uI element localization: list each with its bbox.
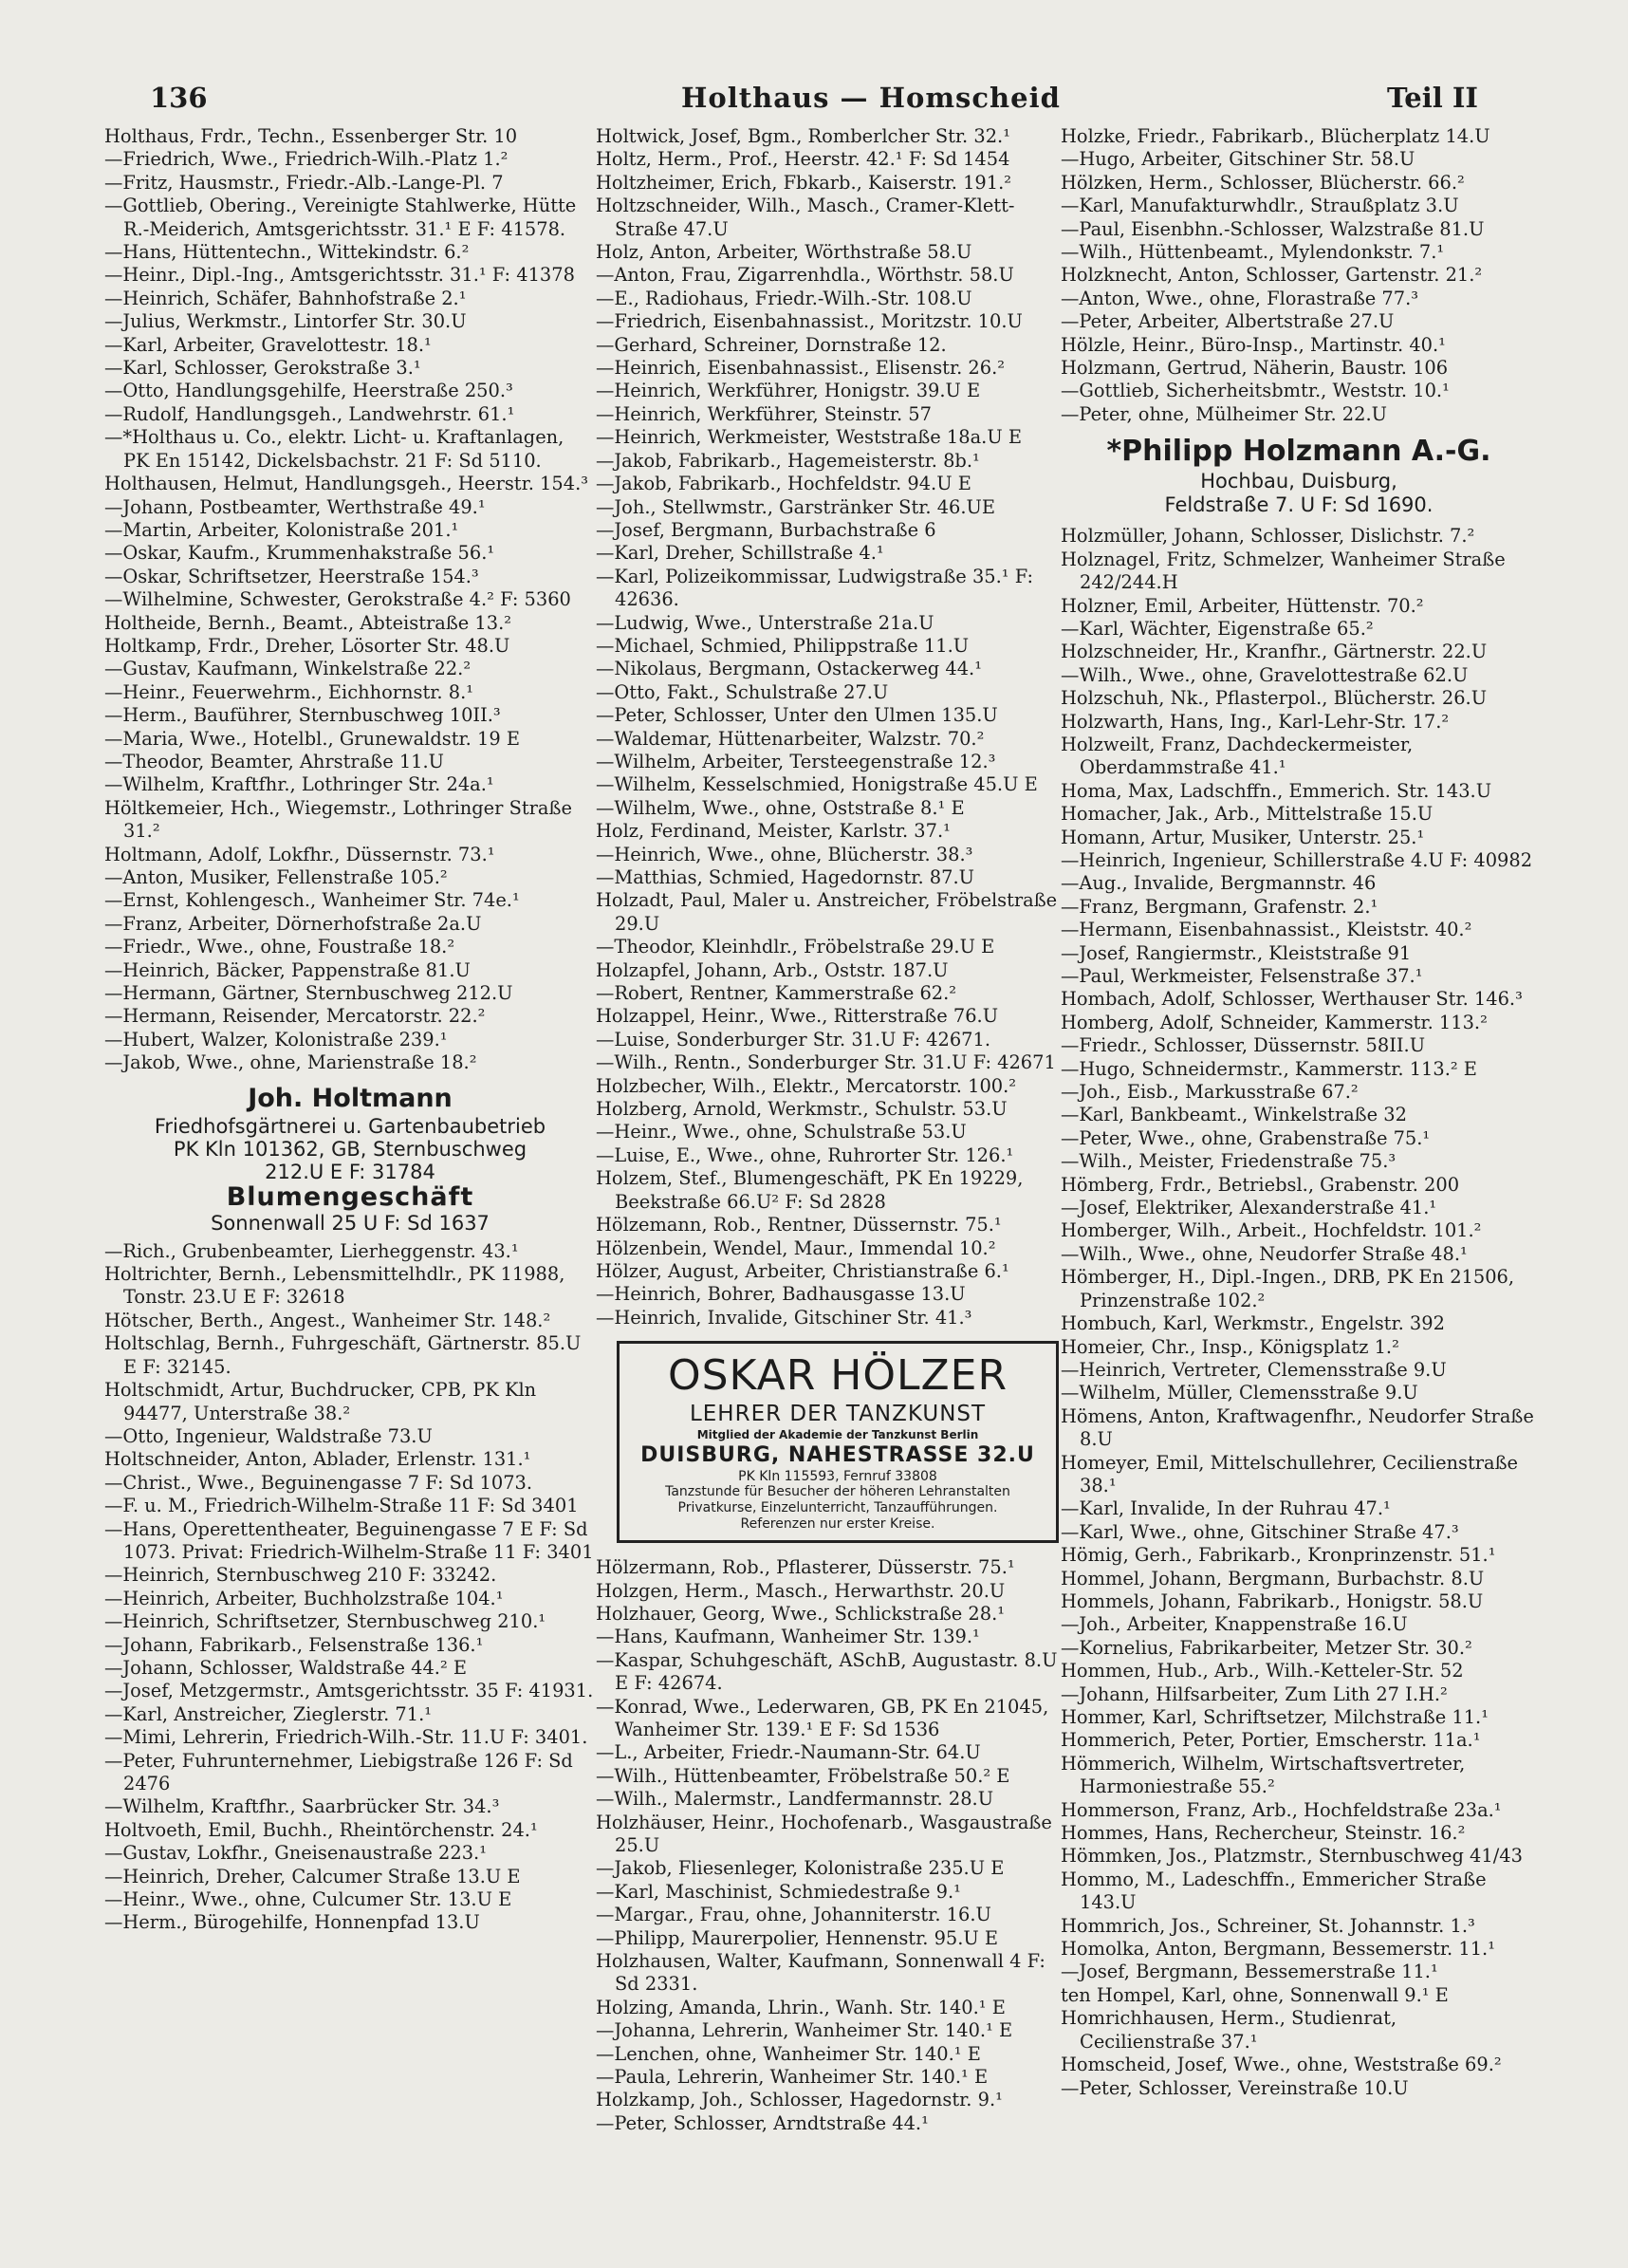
directory-entry: Holtvoeth, Emil, Buchh., Rheintörchenstr. 24.¹ [104, 1818, 538, 1841]
directory-entry: Homeyer, Emil, Mittelschullehrer, Cecilienstraße 38.¹ [1061, 1451, 1519, 1497]
directory-entry: Hömig, Gerh., Fabrikarb., Kronprinzenstr. 51.¹ [1061, 1544, 1496, 1567]
page-number: 136 [150, 82, 208, 114]
ad-holzmann-line2: Feldstraße 7. U F: Sd 1690. [1164, 493, 1434, 517]
directory-entry: —Karl, Anstreicher, Zieglerstr. 71.¹ [104, 1702, 433, 1725]
directory-entry: —Peter, Schlosser, Unter den Ulmen 135.U [596, 704, 998, 727]
directory-entry: —Peter, Arbeiter, Albertstraße 27.U [1061, 310, 1395, 333]
directory-entry: —Heinr., Dipl.-Ing., Amtsgerichtsstr. 31.¹ F: 41378 [104, 264, 575, 287]
directory-entry: —Friedr., Schlosser, Düssernstr. 58II.U [1061, 1034, 1426, 1057]
directory-entry: —Josef, Metzgermstr., Amtsgerichtsstr. 35 F: 41931. [104, 1680, 594, 1702]
directory-entry: —Friedrich, Wwe., Friedrich-Wilh.-Platz 1.² [104, 148, 509, 171]
directory-entry: —Joh., Arbeiter, Knappenstraße 16.U [1061, 1613, 1408, 1636]
directory-entry: —Jakob, Fliesenleger, Kolonistraße 235.U E [596, 1857, 1005, 1880]
directory-entry: —Karl, Bankbeamt., Winkelstraße 32 [1061, 1104, 1407, 1126]
directory-entry: —Aug., Invalide, Bergmannstr. 46 [1061, 872, 1377, 895]
ad-joh-holtmann [104, 1083, 596, 1235]
directory-entry: Holtzheimer, Erich, Fbkarb., Kaiserstr. 191.² [596, 171, 1012, 194]
ad-hoelzer-name: OSKAR HÖLZER [667, 1351, 1008, 1401]
directory-entry: —Wilhelm, Kraftfhr., Saarbrücker Str. 34.³ [104, 1795, 500, 1818]
directory-entry: —Heinr., Feuerwehrm., Eichhornstr. 8.¹ [104, 680, 474, 703]
directory-entry: —Luise, E., Wwe., ohne, Ruhrorter Str. 126.¹ [596, 1143, 1014, 1166]
column-2-entries-a [596, 125, 1070, 1329]
directory-entry: Hombuch, Karl, Werkmstr., Engelstr. 392 [1061, 1312, 1445, 1335]
directory-entry: —Heinrich, Eisenbahnassist., Elisenstr. 26.² [596, 357, 1006, 380]
directory-entry: Holzschneider, Hr., Kranfhr., Gärtnerstr. 22.U [1061, 641, 1488, 663]
directory-entry: —Peter, Wwe., ohne, Grabenstraße 75.¹ [1061, 1126, 1431, 1149]
ad-holtmann-name: Joh. Holtmann [248, 1083, 453, 1113]
ad-hoelzer-line7: Referenzen nur erster Kreise. [740, 1516, 935, 1533]
directory-entry: Homann, Artur, Musiker, Unterstr. 25.¹ [1061, 826, 1425, 848]
directory-entry: —Kaspar, Schuhgeschäft, ASchB, Augustastr. 8.U E F: 42674. [596, 1648, 1058, 1695]
directory-entry: —Heinrich, Schäfer, Bahnhofstraße 2.¹ [104, 287, 467, 309]
column-1-entries-b [104, 1240, 596, 1935]
directory-entry: —L., Arbeiter, Friedr.-Naumann-Str. 64.U [596, 1741, 981, 1764]
directory-entry: —Karl, Wächter, Eigenstraße 65.² [1061, 617, 1374, 640]
directory-entry: Holzschuh, Nk., Pflasterpol., Blücherstr. 26.U [1061, 687, 1488, 710]
directory-entry: Holzberg, Arnold, Werkmstr., Schulstr. 53.U [596, 1098, 1008, 1121]
directory-entry: —Oskar, Kaufm., Krummenhakstraße 56.¹ [104, 542, 495, 565]
directory-entry: Holzgen, Herm., Masch., Herwarthstr. 20.U [596, 1579, 1006, 1602]
directory-entry: —Heinrich, Sternbuschweg 210 F: 33242. [104, 1564, 497, 1587]
directory-entry: —Wilh., Malermstr., Landfermannstr. 28.U [596, 1788, 994, 1811]
directory-entry: —Otto, Fakt., Schulstraße 27.U [596, 680, 889, 703]
directory-entry: Homa, Max, Ladschffn., Emmerich. Str. 143.U [1061, 779, 1492, 802]
directory-entry: —Paul, Eisenbhn.-Schlosser, Walzstraße 81.U [1061, 217, 1485, 240]
directory-entry: Homberger, Wilh., Arbeit., Hochfeldstr. 101.² [1061, 1219, 1482, 1242]
directory-entry: —Jakob, Fabrikarb., Hochfeldstr. 94.U E [596, 473, 971, 495]
directory-entry: Hommerson, Franz, Arb., Hochfeldstraße 23a.¹ [1061, 1798, 1502, 1821]
directory-entry: —Michael, Schmied, Philippstraße 11.U [596, 634, 970, 657]
directory-entry: —Johann, Fabrikarb., Felsenstraße 136.¹ [104, 1633, 484, 1656]
directory-entry: Holzem, Stef., Blumengeschäft, PK En 19229, Beekstraße 66.U² F: Sd 2828 [596, 1167, 1024, 1213]
ad-holzmann-name: *Philipp Holzmann A.-G. [1106, 435, 1491, 469]
directory-entry: Hölzken, Herm., Schlosser, Blücherstr. 66.² [1061, 171, 1465, 194]
directory-entry: —Julius, Werkmstr., Lintorfer Str. 30.U [104, 310, 467, 333]
directory-entry: —Wilhelm, Kraftfhr., Lothringer Str. 24a.¹ [104, 773, 494, 796]
directory-entry: —Heinrich, Arbeiter, Buchholzstraße 104.¹ [104, 1587, 504, 1609]
directory-entry: Hötscher, Berth., Angest., Wanheimer Str. 148.² [104, 1309, 551, 1331]
directory-entry: —Konrad, Wwe., Lederwaren, GB, PK En 21045, Wanheimer Str. 139.¹ E F: Sd 1536 [596, 1695, 1049, 1740]
directory-entry: Holzhäuser, Heinr., Hochofenarb., Wasgaustraße 25.U [596, 1811, 1052, 1856]
directory-entry: Holzappel, Heinr., Wwe., Ritterstraße 76.U [596, 1005, 999, 1028]
directory-entry: —Wilhelmine, Schwester, Gerokstraße 4.² F: 5360 [104, 588, 571, 611]
directory-entry: —Matthias, Schmied, Hagedornstr. 87.U [596, 866, 974, 888]
directory-entry: —Karl, Schlosser, Gerokstraße 3.¹ [104, 357, 421, 380]
column-1-entries-a [104, 125, 596, 1075]
directory-entry: Holzknecht, Anton, Schlosser, Gartenstr. 21.² [1061, 264, 1483, 287]
directory-entry: Holzhausen, Walter, Kaufmann, Sonnenwall 4 F: Sd 2331. [596, 1950, 1045, 1996]
directory-entry: —Peter, Schlosser, Vereinstraße 10.U [1061, 2076, 1409, 2099]
directory-entry: —Heinrich, Vertreter, Clemensstraße 9.U [1061, 1358, 1447, 1381]
directory-entry: Holtrichter, Bernh., Lebensmittelhdlr., PK 11988, Tonstr. 23.U E F: 32618 [104, 1263, 565, 1309]
directory-entry: Hömmerich, Wilhelm, Wirtschaftsvertreter, Harmoniestraße 55.² [1061, 1752, 1466, 1798]
directory-entry: Hommrich, Jos., Schreiner, St. Johannstr. 1.³ [1061, 1914, 1475, 1937]
directory-entry: —Heinrich, Werkführer, Steinstr. 57 [596, 402, 932, 425]
directory-entry: —Gerhard, Schreiner, Dornstraße 12. [596, 333, 947, 356]
directory-entry: —Otto, Ingenieur, Waldstraße 73.U [104, 1424, 433, 1447]
directory-entry: —Hermann, Reisender, Mercatorstr. 22.² [104, 1005, 486, 1028]
directory-entry: Holzmüller, Johann, Schlosser, Dislichstr. 7.² [1061, 525, 1475, 548]
directory-entry: —Heinrich, Bohrer, Badhausgasse 13.U [596, 1283, 966, 1306]
directory-entry: Holzweilt, Franz, Dachdeckermeister, Oberdammstraße 41.¹ [1061, 733, 1414, 779]
directory-entry: —Karl, Polizeikommissar, Ludwigstraße 35.¹ F: 42636. [596, 565, 1034, 611]
directory-entry: Holzkamp, Joh., Schlosser, Hagedornstr. 9.¹ [596, 2089, 1003, 2111]
directory-entry: —Gustav, Lokfhr., Gneisenaustraße 223.¹ [104, 1842, 487, 1865]
directory-entry: —Johann, Hilfsarbeiter, Zum Lith 27 I.H.² [1061, 1682, 1448, 1705]
part-label: Teil II [1387, 82, 1478, 114]
directory-entry: Hommo, M., Ladeschffn., Emmericher Straße 143.U [1061, 1868, 1487, 1914]
directory-entry: —Josef, Rangiermstr., Kleiststraße 91 [1061, 941, 1412, 964]
directory-entry: Homrichhausen, Herm., Studienrat, Cecilienstraße 37.¹ [1061, 2007, 1397, 2053]
directory-entry: —Franz, Bergmann, Grafenstr. 2.¹ [1061, 895, 1378, 918]
column-3-entries-b [1061, 525, 1537, 2100]
directory-entry: —Peter, Schlosser, Arndtstraße 44.¹ [596, 2111, 929, 2134]
directory-entry: Holzmann, Gertrud, Näherin, Baustr. 106 [1061, 357, 1449, 380]
directory-entry: Holzner, Emil, Arbeiter, Hüttenstr. 70.² [1061, 594, 1424, 617]
directory-entry: —Herm., Bürogehilfe, Honnenpfad 13.U [104, 1911, 480, 1934]
directory-entry: —Hans, Operettentheater, Beguinengasse 7 E F: Sd 1073. Privat: Friedrich-Wilhelm-Straße 11 F: 3401 [104, 1517, 594, 1563]
directory-entry: —Oskar, Schriftsetzer, Heerstraße 154.³ [104, 565, 479, 587]
directory-entry: Holznagel, Fritz, Schmelzer, Wanheimer Straße 242/244.H [1061, 548, 1506, 594]
ad-holtmann-line1: Friedhofsgärtnerei u. Gartenbaubetrieb [154, 1114, 546, 1138]
directory-entry: —Hans, Kaufmann, Wanheimer Str. 139.¹ [596, 1626, 980, 1648]
directory-entry: —Karl, Arbeiter, Gravelottestr. 18.¹ [104, 333, 432, 356]
directory-entry: —Joh., Eisb., Markusstraße 67.² [1061, 1081, 1359, 1104]
directory-entry: —Heinrich, Werkführer, Honigstr. 39.U E [596, 380, 981, 402]
column-3-entries-a [1061, 125, 1537, 426]
directory-entry: Homeier, Chr., Insp., Königsplatz 1.² [1061, 1335, 1399, 1358]
directory-entry: —Karl, Dreher, Schillstraße 4.¹ [596, 542, 884, 565]
directory-entry: —Ernst, Kohlengesch., Wanheimer Str. 74e.¹ [104, 889, 520, 912]
ad-hoelzer-line4: PK Kln 115593, Fernruf 33808 [738, 1469, 937, 1485]
directory-entry: —Wilh., Hüttenbeamt., Mylendonkstr. 7.¹ [1061, 241, 1445, 264]
directory-entry: —Peter, Fuhrunternehmer, Liebigstraße 126 F: Sd 2476 [104, 1749, 573, 1794]
directory-entry: —Gottlieb, Obering., Vereinigte Stahlwerke, Hütte R.-Meiderich, Amtsgerichtsstr. 31.¹ E F: 41578. [104, 195, 577, 240]
column-2 [596, 125, 1070, 2135]
directory-entry: Holzadt, Paul, Maler u. Anstreicher, Fröbelstraße 29.U [596, 889, 1058, 935]
directory-entry: —Hermann, Eisenbahnassist., Kleiststr. 40.² [1061, 919, 1472, 941]
directory-entry: —Paul, Werkmeister, Felsenstraße 37.¹ [1061, 965, 1423, 987]
directory-entry: —Jakob, Fabrikarb., Hagemeisterstr. 8b.¹ [596, 449, 980, 472]
directory-entry: —Franz, Arbeiter, Dörnerhofstraße 2a.U [104, 912, 482, 935]
directory-entry: —Mimi, Lehrerin, Friedrich-Wilh.-Str. 11.U F: 3401. [104, 1726, 588, 1749]
directory-entry: —Josef, Elektriker, Alexanderstraße 41.¹ [1061, 1197, 1437, 1219]
directory-entry: —Anton, Frau, Zigarrenhdla., Wörthstr. 58.U [596, 264, 1014, 287]
directory-entry: Hömberger, H., Dipl.-Ingen., DRB, PK En 21506, Prinzenstraße 102.² [1061, 1266, 1515, 1311]
directory-entry: —Anton, Musiker, Fellenstraße 105.² [104, 866, 448, 888]
directory-entry: —Wilh., Hüttenbeamter, Fröbelstraße 50.² E [596, 1764, 1010, 1787]
directory-entry: Hölzermann, Rob., Pflasterer, Düsserstr. 75.¹ [596, 1556, 1015, 1579]
directory-entry: Holzhauer, Georg, Wwe., Schlickstraße 28.¹ [596, 1602, 1006, 1625]
directory-entry: Holtschneider, Anton, Ablader, Erlenstr. 131.¹ [104, 1448, 531, 1471]
directory-entry: —Gustav, Kaufmann, Winkelstraße 22.² [104, 658, 472, 680]
directory-entry: —Josef, Bergmann, Burbachstraße 6 [596, 518, 936, 541]
directory-entry: —*Holthaus u. Co., elektr. Licht- u. Kraftanlagen, PK En 15142, Dickelsbachstr. 21 F: Sd 5110. [104, 426, 564, 472]
directory-entry: Hommes, Hans, Rechercheur, Steinstr. 16.² [1061, 1822, 1466, 1845]
ad-oskar-hoelzer [617, 1341, 1059, 1543]
directory-entry: —Maria, Wwe., Hotelbl., Grunewaldstr. 19 E [104, 727, 521, 750]
directory-entry: Holtwick, Josef, Bgm., Romberlcher Str. 32.¹ [596, 125, 1010, 147]
directory-entry: —Karl, Wwe., ohne, Gitschiner Straße 47.³ [1061, 1520, 1459, 1543]
directory-entry: Holz, Ferdinand, Meister, Karlstr. 37.¹ [596, 820, 951, 843]
directory-entry: —Jakob, Wwe., ohne, Marienstraße 18.² [104, 1051, 477, 1074]
directory-entry: —Heinrich, Invalide, Gitschiner Str. 41.³ [596, 1306, 972, 1329]
directory-entry: Holthausen, Helmut, Handlungsgeh., Heerstr. 154.³ [104, 473, 589, 495]
directory-entry: ten Hompel, Karl, ohne, Sonnenwall 9.¹ E [1061, 1983, 1449, 2006]
directory-entry: —Heinrich, Bäcker, Pappenstraße 81.U [104, 958, 471, 981]
directory-entry: —Philipp, Maurerpolier, Hennenstr. 95.U E [596, 1926, 999, 1949]
directory-entry: Homscheid, Josef, Wwe., ohne, Weststraße 69.² [1061, 2054, 1502, 2076]
ad-hoelzer-line1: LEHRER DER TANZKUNST [689, 1402, 987, 1427]
directory-entry: —Johann, Postbeamter, Werthstraße 49.¹ [104, 495, 486, 518]
directory-entry: —Heinrich, Schriftsetzer, Sternbuschweg 210.¹ [104, 1610, 546, 1633]
directory-entry: —Robert, Rentner, Kammerstraße 62.² [596, 982, 957, 1005]
directory-entry: Hömens, Anton, Kraftwagenfhr., Neudorfer Straße 8.U [1061, 1404, 1534, 1451]
ad-hoelzer-line3: DUISBURG, NAHESTRASSE 32.U [640, 1443, 1035, 1468]
directory-entry: Holtkamp, Frdr., Dreher, Lösorter Str. 48.U [104, 634, 510, 657]
directory-entry: —Wilhelm, Müller, Clemensstraße 9.U [1061, 1382, 1418, 1404]
column-3 [1061, 125, 1537, 2100]
directory-entry: Holtschlag, Bernh., Fuhrgeschäft, Gärtnerstr. 85.U E F: 32145. [104, 1332, 582, 1378]
directory-entry: —E., Radiohaus, Friedr.-Wilh.-Str. 108.U [596, 287, 972, 309]
directory-entry: —Wilh., Rentn., Sonderburger Str. 31.U F: 42671 [596, 1051, 1056, 1074]
directory-entry: —Hubert, Walzer, Kolonistraße 239.¹ [104, 1028, 448, 1050]
directory-entry: —Fritz, Hausmstr., Friedr.-Alb.-Lange-Pl. 7 [104, 171, 504, 194]
ad-philipp-holzmann [1061, 434, 1537, 517]
directory-entry: —Theodor, Kleinhdlr., Fröbelstraße 29.U E [596, 936, 995, 958]
directory-entry: Holz, Anton, Arbeiter, Wörthstraße 58.U [596, 241, 972, 264]
directory-entry: —Hugo, Arbeiter, Gitschiner Str. 58.U [1061, 148, 1415, 171]
directory-entry: —Rudolf, Handlungsgeh., Landwehrstr. 61.¹ [104, 402, 515, 425]
directory-entry: —Nikolaus, Bergmann, Ostackerweg 44.¹ [596, 658, 982, 680]
directory-entry: Holtmann, Adolf, Lokfhr., Düssernstr. 73.¹ [104, 843, 495, 865]
ad-hoelzer-line6: Privatkurse, Einzelunterricht, Tanzaufführungen. [677, 1500, 998, 1516]
page-header [150, 82, 1478, 120]
directory-entry: —Heinrich, Werkmeister, Weststraße 18a.U E [596, 426, 1022, 449]
directory-entry: Höltkemeier, Hch., Wiegemstr., Lothringer Straße 31.² [104, 796, 572, 843]
directory-entry: —Friedrich, Eisenbahnassist., Moritzstr. 10.U [596, 310, 1023, 333]
ad-holtmann-line5: Sonnenwall 25 U F: Sd 1637 [211, 1211, 490, 1235]
directory-entry: —Heinr., Wwe., ohne, Culcumer Str. 13.U E [104, 1888, 512, 1911]
directory-entry: —Wilh., Meister, Friedenstraße 75.³ [1061, 1150, 1397, 1173]
directory-entry: Holtheide, Bernh., Beamt., Abteistraße 13.² [104, 611, 512, 634]
directory-entry: Holzke, Friedr., Fabrikarb., Blücherplatz 14.U [1061, 125, 1490, 147]
directory-entry: Hömberg, Frdr., Betriebsl., Grabenstr. 200 [1061, 1173, 1460, 1196]
directory-entry: Hombach, Adolf, Schlosser, Werthauser Str. 146.³ [1061, 988, 1523, 1011]
directory-entry: —Lenchen, ohne, Wanheimer Str. 140.¹ E [596, 2042, 981, 2065]
directory-entry: Hölzenbein, Wendel, Maur., Immendal 10.² [596, 1236, 996, 1259]
directory-entry: Homolka, Anton, Bergmann, Bessemerstr. 11.¹ [1061, 1938, 1495, 1961]
directory-entry: —Herm., Bauführer, Sternbuschweg 10II.³ [104, 704, 501, 727]
directory-entry: —Martin, Arbeiter, Kolonistraße 201.¹ [104, 518, 459, 541]
column-2-entries-b [596, 1556, 1070, 2135]
directory-entry: —Heinrich, Dreher, Calcumer Straße 13.U E [104, 1865, 521, 1887]
directory-entry: —Paula, Lehrerin, Wanheimer Str. 140.¹ E [596, 2066, 989, 2089]
directory-entry: Hölzemann, Rob., Rentner, Düssernstr. 75.¹ [596, 1214, 1002, 1236]
directory-entry: —Hans, Hüttentechn., Wittekindstr. 6.² [104, 241, 470, 264]
directory-entry: —Karl, Manufakturwhdlr., Straußplatz 3.U [1061, 195, 1459, 217]
directory-entry: Hommen, Hub., Arb., Wilh.-Ketteler-Str. 52 [1061, 1660, 1464, 1682]
directory-entry: —Waldemar, Hüttenarbeiter, Walzstr. 70.² [596, 727, 985, 750]
directory-entry: Hommels, Johann, Fabrikarb., Honigstr. 58.U [1061, 1589, 1484, 1612]
directory-entry: —Heinrich, Wwe., ohne, Blücherstr. 38.³ [596, 843, 973, 865]
directory-entry: Holzing, Amanda, Lhrin., Wanh. Str. 140.¹ E [596, 1996, 1006, 2018]
ad-hoelzer-line5: Tanzstunde für Besucher der höheren Lehranstalten [665, 1484, 1010, 1500]
directory-entry: —Luise, Sonderburger Str. 31.U F: 42671. [596, 1028, 990, 1050]
directory-entry: Hömmken, Jos., Platzmstr., Sternbuschweg 41/43 [1061, 1845, 1523, 1868]
directory-entry: —Gottlieb, Sicherheitsbmtr., Weststr. 10.¹ [1061, 380, 1450, 402]
directory-entry: —Heinrich, Ingenieur, Schillerstraße 4.U F: 40982 [1061, 848, 1533, 871]
ad-hoelzer-line2: Mitglied der Akademie der Tanzkunst Berlin [696, 1428, 979, 1442]
directory-entry: Holzapfel, Johann, Arb., Oststr. 187.U [596, 958, 949, 981]
directory-entry: —Margar., Frau, ohne, Johanniterstr. 16.U [596, 1904, 991, 1926]
directory-entry: —Theodor, Beamter, Ahrstraße 11.U [104, 750, 445, 772]
directory-entry: —Wilhelm, Kesselschmied, Honigstraße 45.U E [596, 773, 1038, 796]
page-title: Holthaus — Homscheid [681, 82, 1061, 114]
directory-entry: Homacher, Jak., Arb., Mittelstraße 15.U [1061, 803, 1434, 826]
directory-entry: Hommer, Karl, Schriftsetzer, Milchstraße 11.¹ [1061, 1706, 1489, 1728]
ad-holzmann-line1: Hochbau, Duisburg, [1200, 470, 1397, 493]
directory-entry: —Wilhelm, Arbeiter, Tersteegenstraße 12.³ [596, 750, 996, 772]
directory-entry: —Peter, ohne, Mülheimer Str. 22.U [1061, 402, 1387, 425]
column-1 [104, 125, 596, 1935]
directory-entry: Holtschmidt, Artur, Buchdrucker, CPB, PK Kln 94477, Unterstraße 38.² [104, 1379, 537, 1424]
directory-entry: —Karl, Maschinist, Schmiedestraße 9.¹ [596, 1880, 961, 1903]
directory-entry: Holzwarth, Hans, Ing., Karl-Lehr-Str. 17.² [1061, 710, 1450, 733]
directory-entry: —Ludwig, Wwe., Unterstraße 21a.U [596, 611, 934, 634]
directory-entry: Hommel, Johann, Bergmann, Burbachstr. 8.U [1061, 1567, 1485, 1589]
directory-entry: —Wilh., Wwe., ohne, Gravelottestraße 62.U [1061, 663, 1469, 686]
ad-holtmann-line2: PK Kln 101362, GB, Sternbuschweg [173, 1137, 527, 1161]
directory-entry: —Josef, Bergmann, Bessemerstraße 11.¹ [1061, 1961, 1438, 1983]
directory-entry: —Otto, Handlungsgehilfe, Heerstraße 250.³ [104, 380, 513, 402]
directory-entry: —Hugo, Schneidermstr., Kammerstr. 113.² E [1061, 1057, 1477, 1080]
directory-entry: Hölzle, Heinr., Büro-Insp., Martinstr. 40.¹ [1061, 333, 1446, 356]
directory-entry: —Christ., Wwe., Beguinengasse 7 F: Sd 1073. [104, 1471, 533, 1494]
directory-entry: Hölzer, August, Arbeiter, Christianstraße 6.¹ [596, 1259, 1009, 1282]
directory-entry: —Wilhelm, Wwe., ohne, Oststraße 8.¹ E [596, 796, 965, 819]
directory-entry: —F. u. M., Friedrich-Wilhelm-Straße 11 F: Sd 3401 [104, 1495, 579, 1517]
directory-entry: Homberg, Adolf, Schneider, Kammerstr. 113.² [1061, 1011, 1488, 1033]
directory-entry: —Johanna, Lehrerin, Wanheimer Str. 140.¹ E [596, 2019, 1013, 2042]
directory-entry: —Heinr., Wwe., ohne, Schulstraße 53.U [596, 1121, 967, 1143]
directory-entry: —Rich., Grubenbeamter, Lierheggenstr. 43.¹ [104, 1239, 519, 1262]
directory-entry: —Wilh., Wwe., ohne, Neudorfer Straße 48.¹ [1061, 1242, 1468, 1265]
ad-holtmann-line3: 212.U E F: 31784 [265, 1160, 435, 1183]
ad-holtmann-line4: Blumengeschäft [226, 1181, 474, 1212]
directory-entry: Hommerich, Peter, Portier, Emscherstr. 11a.¹ [1061, 1729, 1481, 1752]
directory-entry: —Hermann, Gärtner, Sternbuschweg 212.U [104, 982, 513, 1005]
directory-entry: —Anton, Wwe., ohne, Florastraße 77.³ [1061, 287, 1419, 309]
directory-entry: Holtzschneider, Wilh., Masch., Cramer-Klett-Straße 47.U [596, 195, 1015, 240]
directory-entry: —Joh., Stellwmstr., Garstränker Str. 46.UE [596, 495, 996, 518]
directory-entry: Holtz, Herm., Prof., Heerstr. 42.¹ F: Sd 1454 [596, 148, 1010, 171]
directory-entry: —Kornelius, Fabrikarbeiter, Metzer Str. 30.² [1061, 1636, 1472, 1659]
directory-entry: Holzbecher, Wilh., Elektr., Mercatorstr. 100.² [596, 1074, 1017, 1097]
directory-entry: —Johann, Schlosser, Waldstraße 44.² E [104, 1656, 468, 1679]
directory-entry: Holthaus, Frdr., Techn., Essenberger Str. 10 [104, 125, 518, 147]
directory-entry: —Karl, Invalide, In der Ruhrau 47.¹ [1061, 1497, 1391, 1520]
directory-entry: —Friedr., Wwe., ohne, Foustraße 18.² [104, 936, 455, 958]
